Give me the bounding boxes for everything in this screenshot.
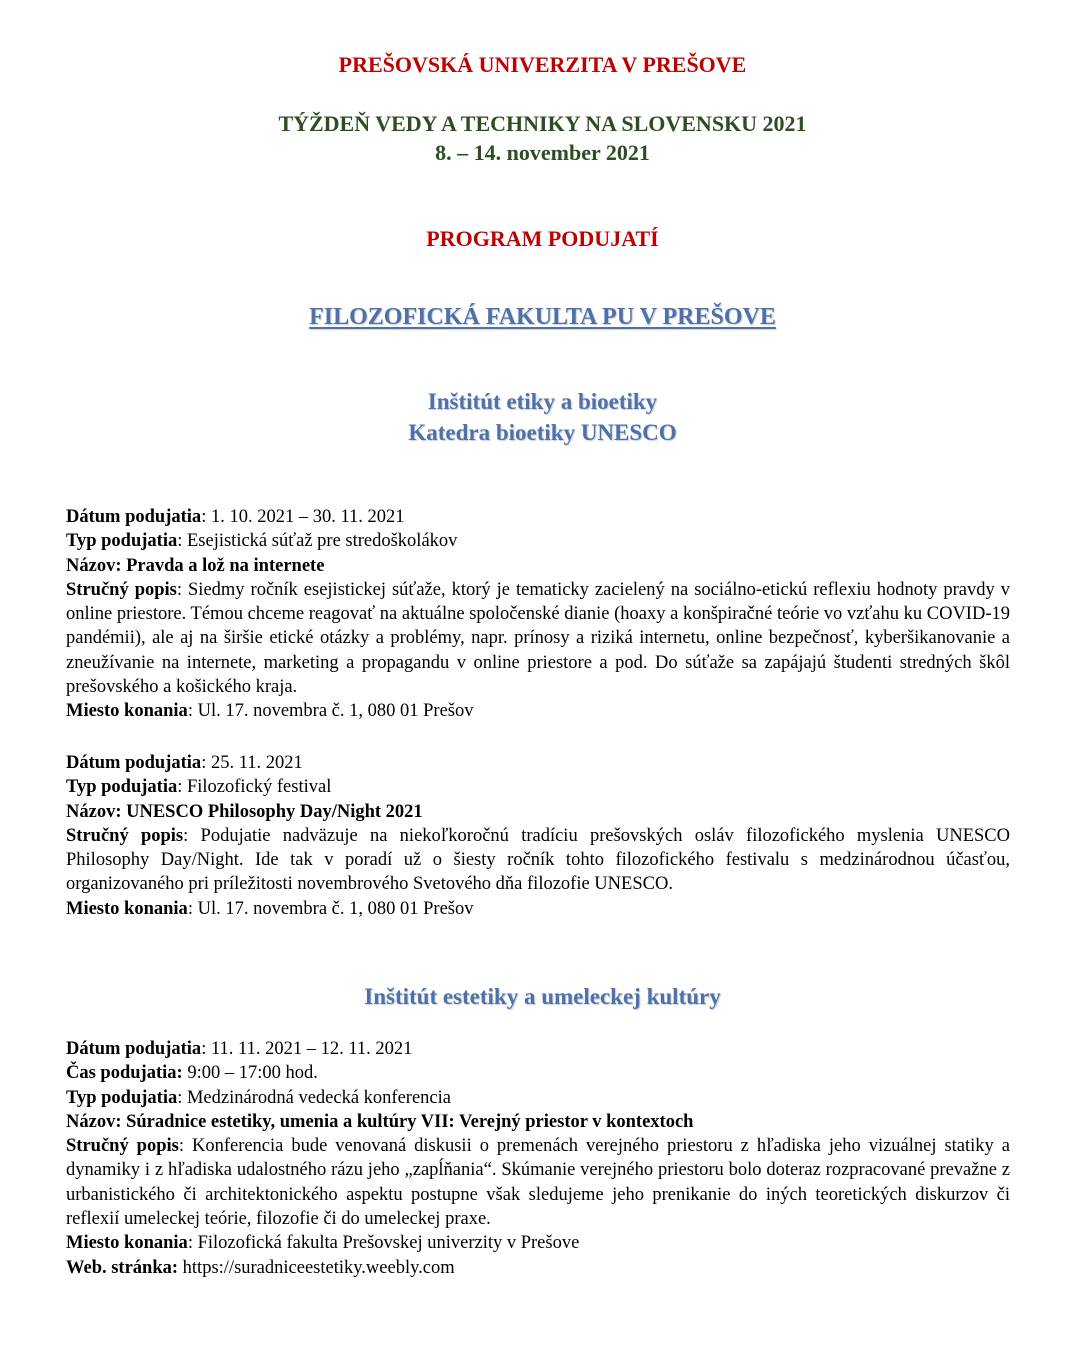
event-place [66, 699, 1010, 723]
desc-label: Stručný popis [66, 1136, 179, 1157]
desc-label: Stručný popis [66, 579, 177, 600]
desc-value: : Podujatie nadväzuje na niekoľkoročnú tradíciu prešovských osláv filozofického myslenia UNESCO Philosophy Day/Night. Ide tak v poradí už o šiesty ročník tohto filozofického festivalu s medzinárodnou účasťou, organizovaného pri príležitosti novembrového Svetového dňa filozofie UNESCO. [66, 825, 1010, 895]
faculty-title-text: FILOZOFICKÁ FAKULTA PU V PREŠOVE [309, 304, 776, 330]
desc-label: Stručný popis [66, 825, 184, 846]
date-label: Dátum podujatia [66, 1039, 202, 1059]
place-label: Miesto konania [66, 1233, 188, 1254]
event-type [66, 1086, 1010, 1110]
type-value: : Esejistická súťaž pre stredoškolákov [177, 531, 458, 552]
event-description [66, 578, 1010, 699]
event-date [66, 1037, 1010, 1061]
event-date [66, 505, 1010, 529]
date-value: : 25. 11. 2021 [201, 753, 303, 773]
event-block [66, 751, 1010, 921]
event-description [66, 824, 1010, 897]
time-label: Čas podujatia: [66, 1063, 183, 1084]
desc-value: : Konferencia bude venovaná diskusii o premenách verejného priestoru z hľadiska jeho vizuálnej statiky a dynamiky i z hľadiska udalostného rázu jeho „zapĺňania“. Skúmanie verejného priestoru bolo doteraz rozpracované prevažne z urbanistického či architektonického aspektu postupne však sledujeme jeho prenikanie do iných teoretických diskurzov či reflexií umeleckej teórie, filozofie či do umeleckej praxe. [66, 1136, 1010, 1230]
web-label: Web. stránka: [66, 1257, 179, 1278]
event-type [66, 529, 1010, 553]
type-label: Typ podujatia [66, 777, 178, 798]
date-value: : 11. 11. 2021 – 12. 11. 2021 [201, 1039, 413, 1059]
week-dates: 8. – 14. november 2021 [435, 140, 650, 165]
place-label: Miesto konania [66, 701, 188, 722]
department-title: Katedra bioetiky UNESCO [408, 420, 677, 445]
week-title: TÝŽDEŇ VEDY A TECHNIKY NA SLOVENSKU 2021 [278, 111, 807, 136]
institute-title-aesthetics: Inštitút estetiky a umeleckej kultúry [364, 984, 721, 1009]
date-value: : 1. 10. 2021 – 30. 11. 2021 [201, 507, 405, 527]
event-block [66, 1037, 1010, 1280]
place-value: : Ul. 17. novembra č. 1, 080 01 Prešov [187, 898, 474, 919]
event-description [66, 1134, 1010, 1231]
event-name: Názov: Súradnice estetiky, umenia a kultúry VII: Verejný priestor v kontextoch [66, 1111, 694, 1132]
type-value: : Filozofický festival [177, 777, 332, 798]
web-link[interactable]: https://suradniceestetiky.weebly.com [178, 1257, 455, 1278]
faculty-title [0, 304, 1085, 331]
time-value: 9:00 – 17:00 hod. [182, 1063, 318, 1084]
type-label: Typ podujatia [66, 531, 178, 552]
type-value: : Medzinárodná vedecká konferencia [177, 1087, 451, 1108]
event-date [66, 751, 1010, 775]
event-website [66, 1256, 1010, 1280]
place-value: : Filozofická fakulta Prešovskej univerzity v Prešove [187, 1233, 580, 1254]
date-label: Dátum podujatia [66, 507, 202, 527]
event-name: Názov: Pravda a lož na internete [66, 555, 325, 576]
desc-value: : Siedmy ročník esejistickej súťaže, ktorý je tematicky zacielený na sociálno-etickú reflexiu hodnoty pravdy v online priestore. Témou chceme reagovať na aktuálne spoločenské dianie (hoaxy a konšpiračné teórie vo vzťahu ku COVID-19 pandémii), ale aj na širšie etické otázky a problémy, napr. prínosy a riziká internetu, online bezpečnosť, kyberšikanovanie a zneužívanie na internete, marketing a propagandu v online priestore a pod. Do súťaže sa zapájajú študenti stredných škôl prešovského a košického kraja. [66, 579, 1010, 698]
place-value: : Ul. 17. novembra č. 1, 080 01 Prešov [187, 701, 474, 722]
event-time [66, 1061, 1010, 1085]
program-title: PROGRAM PODUJATÍ [426, 226, 659, 251]
event-type [66, 775, 1010, 799]
university-title: PREŠOVSKÁ UNIVERZITA V PREŠOVE [338, 52, 747, 77]
event-name: Názov: UNESCO Philosophy Day/Night 2021 [66, 801, 423, 822]
date-label: Dátum podujatia [66, 753, 202, 773]
place-label: Miesto konania [66, 898, 188, 919]
institute-title-ethics: Inštitút etiky a bioetiky [427, 389, 658, 414]
type-label: Typ podujatia [66, 1087, 178, 1108]
event-place [66, 897, 1010, 921]
event-place [66, 1231, 1010, 1255]
event-block [66, 505, 1010, 724]
